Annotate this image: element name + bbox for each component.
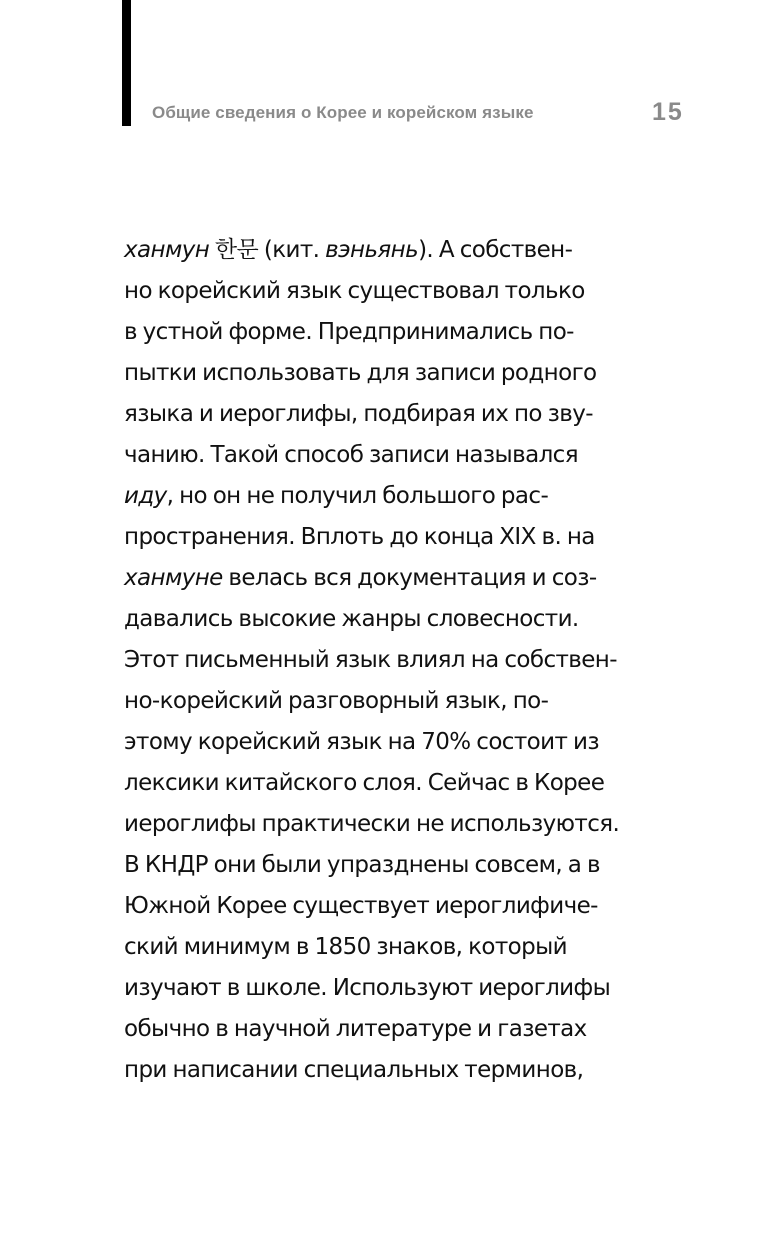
- text-line: [124, 476, 744, 517]
- text-segment: пытки использовать для записи родного: [124, 360, 597, 386]
- text-segment: обычно в научной литературе и газетах: [124, 1016, 587, 1042]
- text-segment: ). А собствен-: [418, 237, 573, 263]
- text-line: [124, 968, 744, 1009]
- page-number: 15: [652, 98, 684, 126]
- text-segment: в устной форме. Предпринимались по-: [124, 319, 574, 345]
- text-segment: , но он не получил большого рас-: [166, 483, 549, 509]
- text-line: [124, 722, 744, 763]
- header-bar: [122, 0, 131, 126]
- text-line: [124, 1009, 744, 1050]
- text-segment: давались высокие жанры словесности.: [124, 606, 579, 632]
- text-line: [124, 558, 744, 599]
- text-line: [124, 271, 744, 312]
- italic-term: иду: [124, 483, 167, 509]
- italic-term: вэньянь: [325, 237, 419, 263]
- text-segment: но корейский язык существовал только: [124, 278, 585, 304]
- text-line: [124, 1050, 744, 1091]
- text-line: [124, 353, 744, 394]
- body-text: [124, 230, 744, 1091]
- italic-term: ханмун: [124, 237, 210, 263]
- text-segment: при написании специальных терминов,: [124, 1057, 584, 1083]
- text-segment: иероглифы практически не используются.: [124, 811, 620, 837]
- text-segment: 한문 (кит.: [209, 237, 326, 263]
- text-segment: Этот письменный язык влиял на собствен-: [124, 647, 617, 673]
- running-title: Общие сведения о Корее и корейском языке: [152, 103, 534, 122]
- text-segment: изучают в школе. Используют иероглифы: [124, 975, 611, 1001]
- text-line: [124, 394, 744, 435]
- text-segment: Южной Корее существует иероглифиче-: [124, 893, 598, 919]
- text-segment: ский минимум в 1850 знаков, который: [124, 934, 568, 960]
- text-line: [124, 886, 744, 927]
- text-line: [124, 435, 744, 476]
- text-line: [124, 927, 744, 968]
- text-segment: чанию. Такой способ записи назывался: [124, 442, 578, 468]
- text-segment: пространения. Вплоть до конца XIX в. на: [124, 524, 595, 550]
- text-line: [124, 681, 744, 722]
- text-line: [124, 845, 744, 886]
- text-line: [124, 804, 744, 845]
- text-segment: лексики китайского слоя. Сейчас в Корее: [124, 770, 605, 796]
- text-segment: велась вся документация и соз-: [222, 565, 597, 591]
- italic-term: ханмуне: [124, 565, 223, 591]
- text-segment: но-корейский разговорный язык, по-: [124, 688, 549, 714]
- text-line: [124, 640, 744, 681]
- text-segment: языка и иероглифы, подбирая их по зву-: [124, 401, 593, 427]
- text-line: [124, 312, 744, 353]
- text-line: [124, 230, 744, 271]
- text-segment: В КНДР они были упразднены совсем, а в: [124, 852, 600, 878]
- text-line: [124, 763, 744, 804]
- text-segment: этому корейский язык на 70% состоит из: [124, 729, 599, 755]
- text-line: [124, 517, 744, 558]
- text-line: [124, 599, 744, 640]
